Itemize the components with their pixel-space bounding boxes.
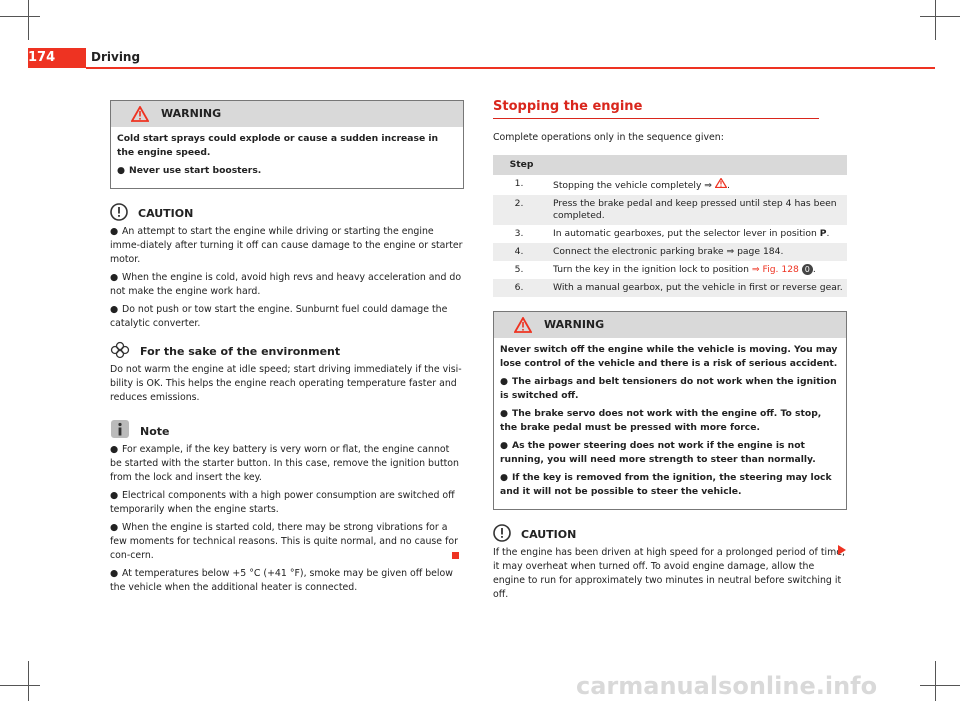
warning-bullet: ● The airbags and belt tensioners do not work when the ignition is switched off. [500,376,837,401]
table-row: 1. Stopping the vehicle completely ⇒ . [514,178,730,191]
environment-title: For the sake of the environment [140,345,341,358]
crop-mark [935,0,936,40]
environment-flower-icon [110,341,130,359]
caution-header [493,524,847,542]
info-icon [110,419,130,439]
environment-text: Do not warm the engine at idle speed; start driving immediately if the visi-bility is OK. This helps the engine reach operating temperature faster and reduces emissions. [110,364,462,403]
warning-triangle-icon [131,106,149,122]
table-row: 4. Connect the electronic parking brake ⇒ page 184. [493,243,847,261]
caution-header [110,203,464,221]
left-column [110,100,464,599]
figure-link[interactable]: ⇒ Fig. 128 [751,264,799,275]
warning-body [111,127,463,188]
crop-mark [28,0,29,40]
note-bullet: ● At temperatures below +5 °C (+41 °F), smoke may be given off below the vehicle when the additional heater is connected. [110,568,453,593]
crop-mark [0,16,40,17]
note-bullet: ● Electrical components with a high power consumption are switched off temporarily when the engine starts. [110,490,455,515]
table-row: 5. Turn the key in the ignition lock to position ⇒ Fig. 128 0 . [514,264,816,275]
warning-text: Cold start sprays could explode or cause a sudden increase in the engine speed. [117,133,439,158]
section-heading: Stopping the engine [493,100,819,119]
table-row: 2. Press the brake pedal and keep pressed until step 4 has been completed. [493,195,847,225]
page-number: 174 [28,48,86,68]
caution-text: If the engine has been driven at high speed for a prolonged period of time, it may overheat when turned off. To avoid engine damage, allow the engine to run for approximately two minutes in neutral before switching it off. [493,547,845,600]
warning-title: WARNING [544,318,605,331]
note-title: Note [140,425,170,438]
warning-triangle-icon [514,317,532,333]
warning-bullet: ● As the power steering does not work if the engine is not running, you will need more strength to steer than normally. [500,440,816,465]
crop-mark [920,16,960,17]
right-column [493,100,847,606]
warning-bullet: ● The brake servo does not work with the engine off. To stop, the brake pedal must be pressed with more force. [500,408,822,433]
caution-icon [110,203,128,221]
warning-bullet: ● Never use start boosters. [117,165,262,176]
warning-box [493,311,847,510]
crop-mark [920,685,960,686]
environment-header [110,341,464,359]
warning-triangle-icon [715,178,727,188]
crop-mark [0,685,40,686]
note-header [110,419,464,439]
crop-mark [28,661,29,701]
header-rule [86,67,935,69]
warning-bullet: ● If the key is removed from the ignition, the steering may lock and it will not be possible to steer the vehicle. [500,472,832,497]
warning-box [110,100,464,189]
watermark: carmanualsonline.info [576,672,878,700]
position-marker: 0 [802,264,813,275]
warning-text: Never switch off the engine while the vehicle is moving. You may lose control of the vehicle and there is a risk of serious accident. [500,344,838,369]
caution-icon [493,524,511,542]
caution-title: CAUTION [138,207,194,220]
section-end-marker [452,552,459,559]
crop-mark [935,661,936,701]
warning-header [494,312,846,338]
description-column-header [550,155,847,175]
note-bullet: ● For example, if the key battery is very worn or flat, the engine cannot be started with the starter button. In this case, remove the ignition button from the lock and insert the key. [110,444,459,483]
table-row: 3. In automatic gearboxes, put the selector lever in position P. [514,228,830,239]
steps-table [493,155,847,297]
warning-title: WARNING [161,107,222,120]
continue-arrow-icon [838,545,846,555]
caution-bullet: ● An attempt to start the engine while driving or starting the engine imme-diately after turning it off can cause damage to the engine or starter motor. [110,226,463,265]
caution-bullet: ● Do not push or tow start the engine. Sunburnt fuel could damage the catalytic converter. [110,304,448,329]
caution-bullet: ● When the engine is cold, avoid high revs and heavy acceleration and do not make the engine work hard. [110,272,462,297]
note-bullet: ● When the engine is started cold, there may be strong vibrations for a few moments for technical reasons. This is quite normal, and no cause for con-cern. [110,522,458,561]
caution-title: CAUTION [521,528,577,541]
table-row: 6. With a manual gearbox, put the vehicle in first or reverse gear. [493,279,847,297]
intro-text: Complete operations only in the sequence given: [493,132,724,143]
table-header-row [493,155,847,175]
step-column-header: Step [493,155,550,175]
warning-body [494,338,846,509]
warning-header [111,101,463,127]
page-section-title: Driving [91,50,141,64]
